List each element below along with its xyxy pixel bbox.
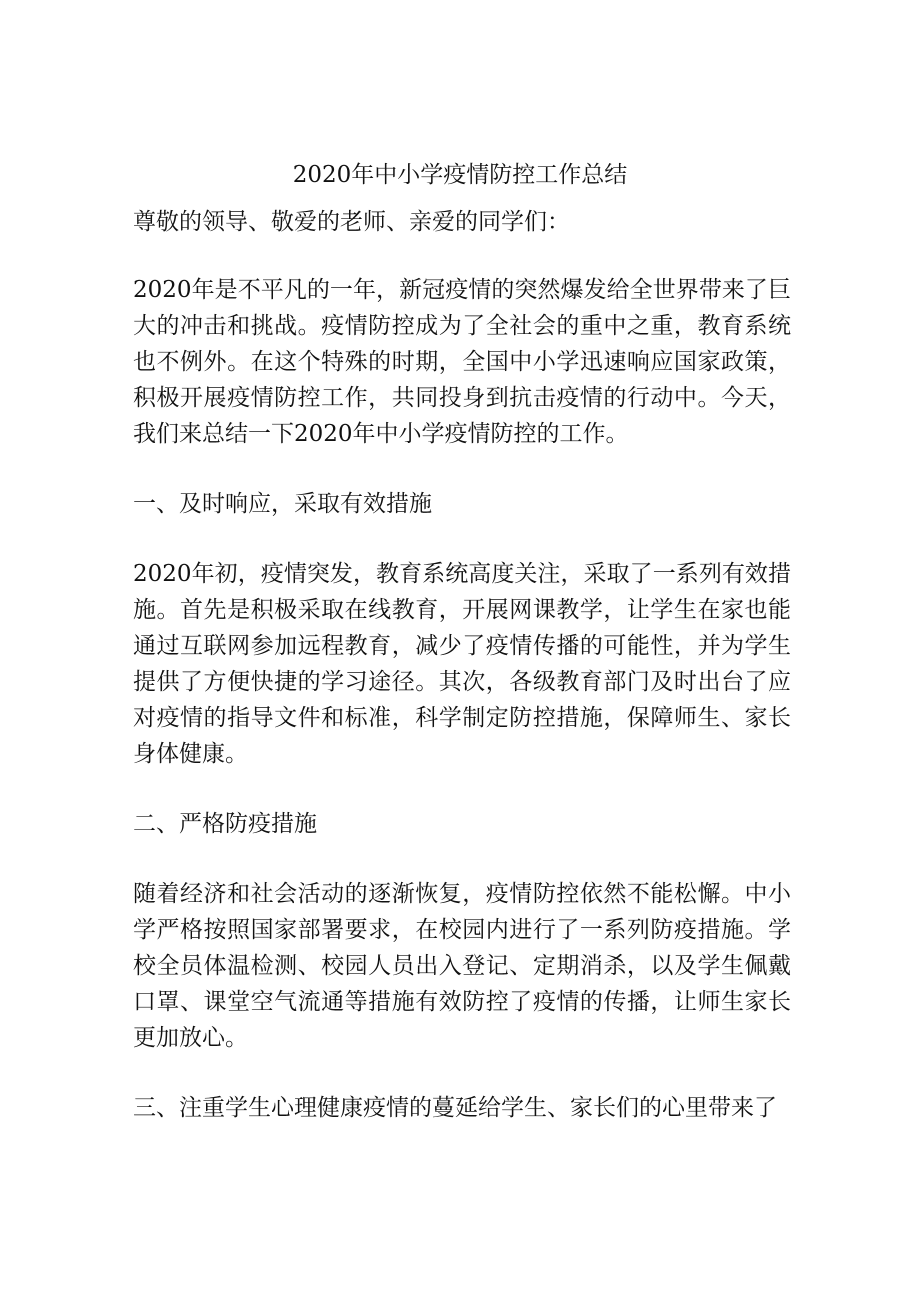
document-body (133, 204, 791, 1160)
section-2-body: 随着经济和社会活动的逐渐恢复，疫情防控依然不能松懈。中小学严格按照国家部署要求，在校园内进行了一系列防疫措施。学校全员体温检测、校园人员出入登记、定期消杀，以及学生佩戴口罩、课堂空气流通等措施有效防控了疫情的传播，让师生家长更加放心。 (133, 881, 791, 1051)
section-1-body: 2020年初，疫情突发，教育系统高度关注，采取了一系列有效措施。首先是积极采取在线教育，开展网课教学，让学生在家也能通过互联网参加远程教育，减少了疫情传播的可能性，并为学生提供了方便快捷的学习途径。其次，各级教育部门及时出台了应对疫情的指导文件和标准，科学制定防控措施，保障师生、家长身体健康。 (133, 561, 791, 767)
intro-paragraph: 2020年是不平凡的一年，新冠疫情的突然爆发给全世界带来了巨大的冲击和挑战。疫情防控成为了全社会的重中之重，教育系统也不例外。在这个特殊的时期，全国中小学迅速响应国家政策，积极开展疫情防控工作，共同投身到抗击疫情的行动中。今天，我们来总结一下2020年中小学疫情防控的工作。 (133, 277, 791, 447)
section-2-heading: 二、严格防疫措施 (133, 811, 317, 837)
section-3-heading: 三、注重学生心理健康疫情的蔓延给学生、家长们的心里带来了 (133, 1095, 777, 1121)
salutation: 尊敬的领导、敬爱的老师、亲爱的同学们： (133, 209, 570, 235)
document-title: 2020年中小学疫情防控工作总结 (292, 162, 628, 188)
section-1-heading: 一、及时响应，采取有效措施 (133, 491, 432, 517)
